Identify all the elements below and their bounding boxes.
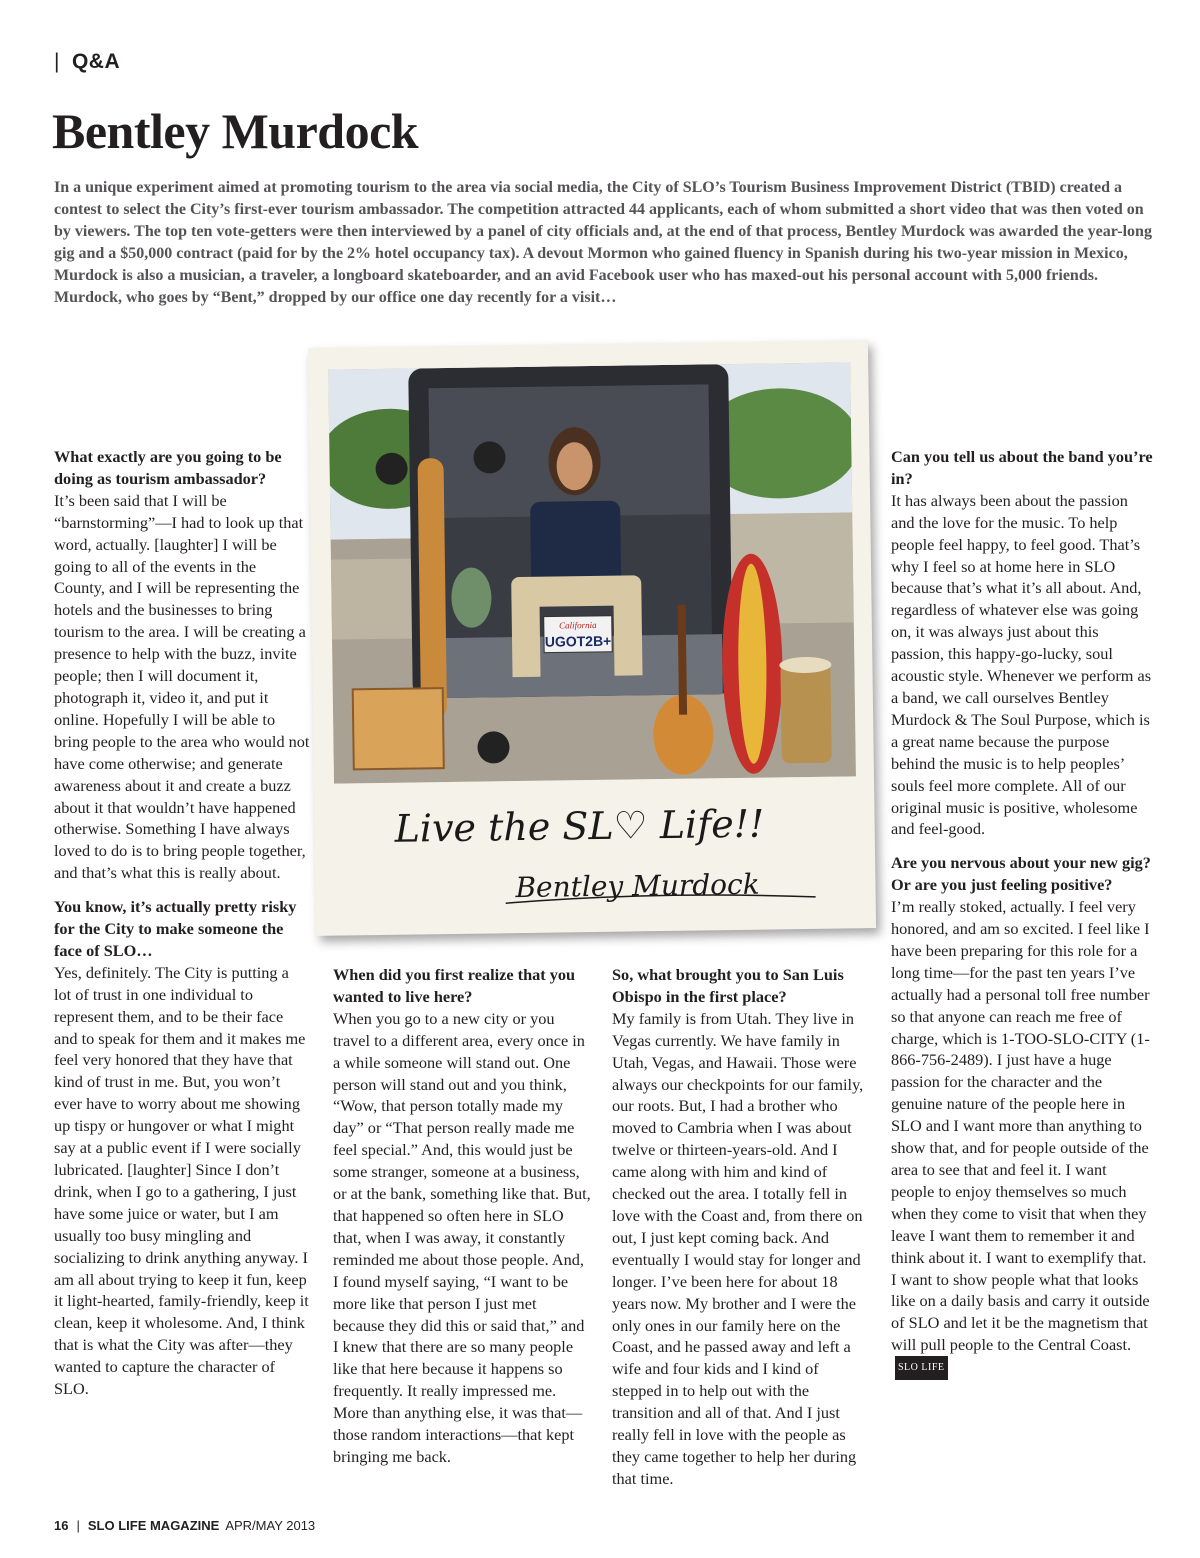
section-tag — [54, 50, 120, 74]
question: When did you first realize that you wanted to live here? — [333, 965, 576, 1006]
signature-line-2: Bentley Murdock — [515, 867, 760, 905]
section-label: Q&A — [71, 50, 121, 73]
qa-block — [333, 964, 591, 1468]
plate-state: California — [558, 619, 597, 631]
shirt — [530, 501, 621, 587]
section-bar: | — [54, 50, 60, 73]
photo-van-portrait — [328, 362, 856, 783]
column-4 — [891, 446, 1153, 1392]
magazine-name: SLO LIFE MAGAZINE — [87, 1518, 220, 1533]
qa-block — [612, 964, 870, 1490]
page-footer — [54, 1518, 315, 1533]
djembe-drum — [780, 663, 831, 764]
question: Can you tell us about the band you’re in? — [891, 447, 1153, 488]
article-intro: In a unique experiment aimed at promoting tourism to the area via social media, the City of SLO’s Tourism Business Improvement District (TBID) created a contest to select the City’s first-ever tourism ambassador. The competition attracted 44 applicants, each of whom submitted a short video that was then voted on by viewers. The top ten vote-getters were then interviewed by a panel of city officials and, at the end of that process, Bentley Murdock was awarded the year-long gig and a $50,000 contract (paid for by the 2% hotel occupancy tax). A devout Mormon who gained fluency in Spanish during his two-year mission in Mexico, Murdock is also a musician, a traveler, a longboard skateboarder, and an avid Facebook user who has maxed-out his personal account with 5,000 friends. Murdock, who goes by “Bent,” dropped by our office one day recently for a visit… — [54, 179, 1152, 306]
signature-line-1: Live the SL♡ Life!! — [394, 801, 765, 851]
signature-graphic — [374, 781, 836, 927]
answer: When you go to a new city or you travel to a different area, every once in a while someone will stand out. One person will stand out and you think, “Wow, that person totally made my day” or “That person really made me feel special.” And, this would just be some stranger, someone at a business, or at the bank, something like that. But, that happened so often here in SLO that, when I was away, it constantly reminded me about those people. And, I found myself saying, “I want to be more like that person I just met because they did this or said that,” and I knew that there are so many people like that here because it happens so frequently. It really impressed me. More than anything else, it was that—those random interactions—that kept bringing me back. — [333, 1008, 591, 1466]
answer: It’s been said that I will be “barnstorming”—I had to look up that word, actually. [laughter] I will be going to all of the events in the County, and I will be representing the hotels and the businesses to bring tourism to the area. I will be creating a presence to help with the buzz, invite people; then I will document it, photograph it, video it, and put it online. Hopefully I will be able to bring people to the area who would not have come otherwise; and generate awareness about it and create a buzz about it that wouldn’t have happened otherwise. Something I have always loved to do is to bring people together, and that’s what this is really about. — [54, 490, 310, 883]
article-title: Bentley Murdock — [52, 103, 419, 159]
guitar-neck — [678, 605, 688, 715]
answer-text: I’m really stoked, actually. I feel very honored, and am so excited. I feel like I have been preparing for this role for a long time—for the past ten years I’ve actually had a personal toll free number so that anyone can reach me free of charge, which is 1-TOO-SLO-CITY (1-866-756-2489). I just have a huge passion for the character and the genuine nature of the people here in SLO and I want more than anything to show that, and for people outside of the area to see that and feel it. I want people to enjoy themselves so much when they come to visit that when they leave I want them to remember it and think about it. I want to exemplify that. I want to show people what that looks like on a daily basis and carry it outside of SLO and let it be the magnetism that will pull people to the Central Coast. — [891, 897, 1150, 1355]
question: You know, it’s actually pretty risky for the City to make someone the face of SLO… — [54, 897, 297, 960]
photo-illustration — [328, 362, 856, 783]
issue-date: APR/MAY 2013 — [225, 1518, 316, 1533]
answer: My family is from Utah. They live in Vegas currently. We have family in Utah, Vegas, and Hawaii. Those were always our checkpoints for our family, our roots. But, I had a brother who moved to Cambria when I was about twelve or thirteen-years-old. And I came along with him and kind of checked out the area. I totally fell in love with the Coast and, from there on out, I just kept coming back. And eventually I would stay for longer and longer. I’ve been here for about 18 years now. My brother and I were the only ones in our family here on the Coast, and he passed away and left a wife and four kids and I kind of stepped in to help out with the transition and all of that. And I just really fell in love with the people as they came together to help her during that time. — [612, 1008, 864, 1488]
footer-separator: | — [76, 1518, 80, 1533]
longboard — [417, 458, 447, 718]
answer: Yes, definitely. The City is putting a lot of trust in one individual to represent them, and to be their face and to speak for them and it makes me feel very honored that they have that kind of trust in me. But, you won’t ever have to worry about me showing up tispy or hungover or what I might say at a public event if I were socially lubricated. [laughter] Since I don’t drink, when I go to a gathering, I just have some juice or water, but I am usually too busy mingling and socializing to drink anything anyway. I am all about trying to keep it fun, keep it light-hearted, family-friendly, keep it clean, keep it wholesome. And, I think that is what the City was after—they wanted to capture the character of SLO. — [54, 962, 309, 1399]
qa-block — [891, 446, 1153, 840]
qa-block — [54, 896, 310, 1400]
answer: It has always been about the passion and the love for the music. To help people feel happy, to feel good. That’s why I feel so at home here in SLO because that’s what it’s all about. And, regardless of whatever else was going on, it was always just about this passion, this happy-go-lucky, soul acoustic style. Whenever we perform as a band, we call ourselves Bentley Murdock & The Soul Purpose, which is a great name because the purpose behind the music is to help peoples’ souls feel more complete. All of our original music is positive, wholesome and feel-good. — [891, 490, 1152, 839]
column-1 — [54, 446, 310, 1412]
cajon-crate — [353, 688, 444, 769]
qa-block — [891, 852, 1153, 1380]
plate-number: UGOT2B+ — [544, 632, 612, 650]
signature — [374, 781, 836, 927]
polaroid-photo — [308, 340, 876, 936]
page-number: 16 — [54, 1518, 69, 1533]
column-3 — [612, 964, 870, 1502]
qa-block — [54, 446, 310, 884]
question: So, what brought you to San Luis Obispo in the first place? — [612, 965, 844, 1006]
leg — [613, 595, 642, 675]
answer — [891, 896, 1153, 1380]
question: Are you nervous about your new gig? Or are you just feeling positive? — [891, 853, 1151, 895]
question: What exactly are you going to be doing as tourism ambassador? — [54, 447, 282, 488]
leg — [511, 597, 540, 677]
end-badge: SLO LIFE — [895, 1356, 948, 1380]
column-2 — [333, 964, 591, 1480]
